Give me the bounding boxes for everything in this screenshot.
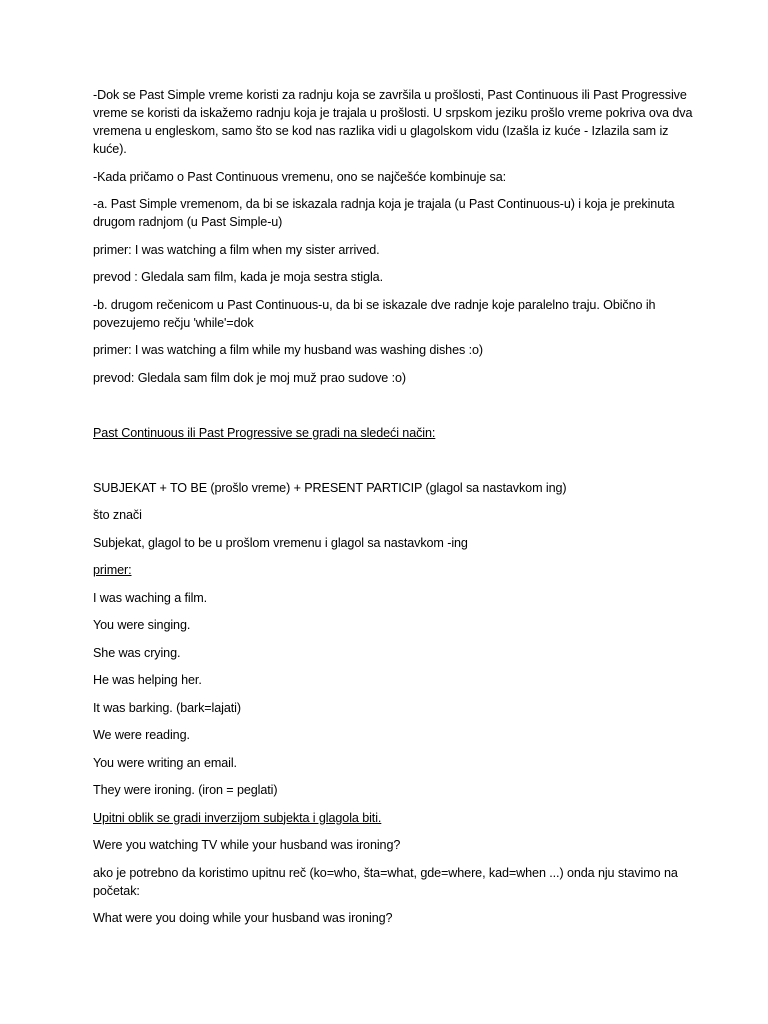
example-line: She was crying.: [93, 645, 181, 660]
document-body: [93, 86, 693, 927]
translation-b: prevod: Gledala sam film dok je moj muž prao sudove :o): [93, 370, 406, 385]
formation-heading: Past Continuous ili Past Progressive se gradi na sledeći način:: [93, 425, 436, 440]
combination-intro: -Kada pričamo o Past Continuous vremenu, ono se najčešće kombinuje sa:: [93, 169, 507, 184]
example-line: It was barking. (bark=lajati): [93, 700, 241, 715]
example-line: They were ironing. (iron = peglati): [93, 783, 278, 797]
example-line: He was helping her.: [93, 673, 202, 687]
example-line: You were singing.: [93, 618, 191, 632]
question-word-example: What were you doing while your husband was ironing?: [93, 911, 393, 925]
rule-a: -a. Past Simple vremenom, da bi se iskazala radnja koja je trajala (u Past Continuous-u) i koja je prekinuta drugom radnjom (u Past Simple-u): [93, 197, 675, 229]
question-word-rule: ako je potrebno da koristimo upitnu reč (ko=who, šta=what, gde=where, kad=when ...) onda nju stavimo na početak:: [93, 865, 678, 898]
example-line: I was waching a film.: [93, 590, 208, 605]
examples-heading: primer:: [93, 563, 132, 577]
explanation-line: Subjekat, glagol to be u prošlom vremenu i glagol sa nastavkom -ing: [93, 535, 468, 550]
formula-line: SUBJEKAT + TO BE (prošlo vreme) + PRESENT PARTICIP (glagol sa nastavkom ing): [93, 480, 567, 495]
example-a: primer: I was watching a film when my sister arrived.: [93, 242, 380, 257]
example-b: primer: I was watching a film while my husband was washing dishes :o): [93, 343, 483, 357]
translation-a: prevod : Gledala sam film, kada je moja sestra stigla.: [93, 270, 383, 284]
meaning-line: što znači: [93, 508, 142, 522]
question-example: Were you watching TV while your husband was ironing?: [93, 838, 401, 852]
intro-paragraph: -Dok se Past Simple vreme koristi za radnju koja se završila u prošlosti, Past Continuous ili Past Progressive vreme se koristi da iskažemo radnju koja je trajala u prošlosti. U srpskom jeziku prošlo vreme pokriva ova dva vremena u engleskom, samo što se kod nas razlika vidi u glagolskom vidu (Izašla iz kuće - Izlazila sam iz kuće).: [93, 88, 693, 156]
example-line: We were reading.: [93, 728, 190, 742]
question-form-heading: Upitni oblik se gradi inverzijom subjekta i glagola biti.: [93, 810, 382, 825]
rule-b: -b. drugom rečenicom u Past Continuous-u, da bi se iskazale dve radnje koje paralelno traju. Obično ih povezujemo rečju 'while'=dok: [93, 297, 656, 330]
example-line: You were writing an email.: [93, 755, 237, 770]
